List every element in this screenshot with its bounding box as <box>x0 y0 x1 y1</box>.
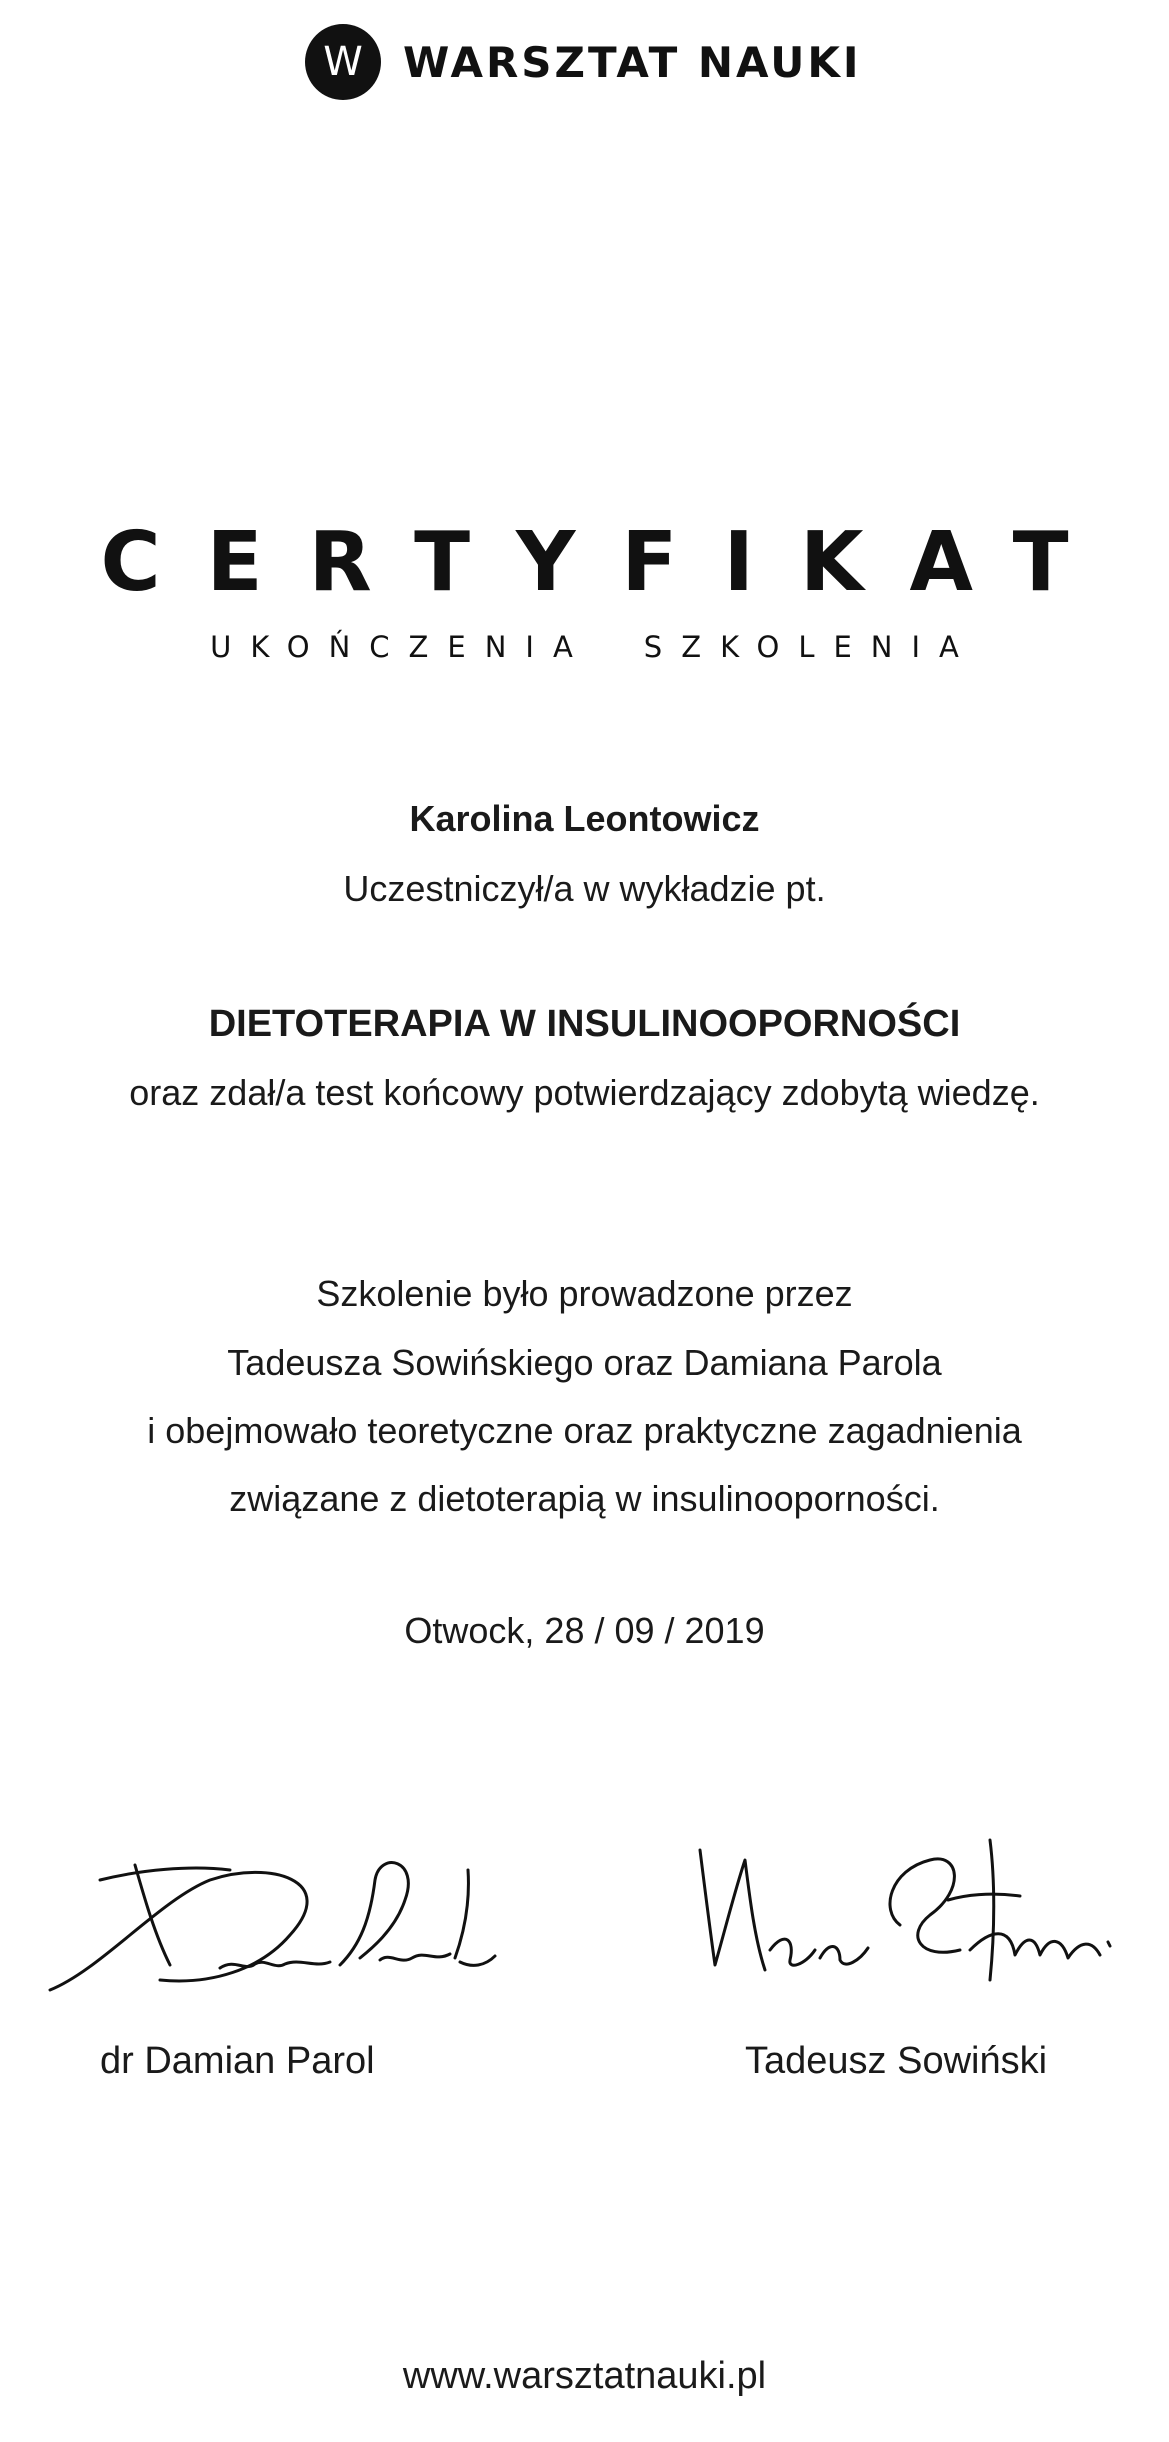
place-and-date: Otwock, 28 / 09 / 2019 <box>404 1610 765 1651</box>
signatory-name-parol: dr Damian Parol <box>100 2040 375 2082</box>
brand-name: WARSZTAT NAUKI <box>403 37 862 87</box>
description-line: Tadeusza Sowińskiego oraz Damiana Parola <box>227 1342 942 1383</box>
footer-website: www.warsztatnauki.pl <box>402 2355 767 2397</box>
brand-logo <box>305 22 862 102</box>
description-line: Szkolenie było prowadzone przez <box>316 1273 853 1314</box>
description-line: i obejmowało teoretyczne oraz praktyczne zagadnienia <box>147 1410 1022 1451</box>
passed-text: oraz zdał/a test końcowy potwierdzający zdobytą wiedzę. <box>129 1072 1040 1113</box>
participant-name: Karolina Leontowicz <box>409 798 760 839</box>
signature-parol-image <box>40 1840 500 2000</box>
certificate-title: CERTYFIKAT <box>100 515 1115 610</box>
course-title: DIETOTERAPIA W INSULINOOPORNOŚCI <box>208 1003 961 1045</box>
signature-sowinski-image <box>690 1830 1130 1990</box>
subtitle-part1: UKOŃCZENIA <box>210 630 592 664</box>
logo-mark-icon <box>305 24 381 100</box>
description-line: związane z dietoterapią w insulinooporności. <box>229 1478 940 1519</box>
signatory-name-sowinski: Tadeusz Sowiński <box>745 2040 1048 2082</box>
subtitle-part2: SZKOLENIA <box>643 630 978 664</box>
certificate-subtitle <box>0 630 1169 664</box>
logo-mark-letter: W <box>323 39 363 85</box>
participation-text: Uczestniczył/a w wykładzie pt. <box>343 868 826 909</box>
